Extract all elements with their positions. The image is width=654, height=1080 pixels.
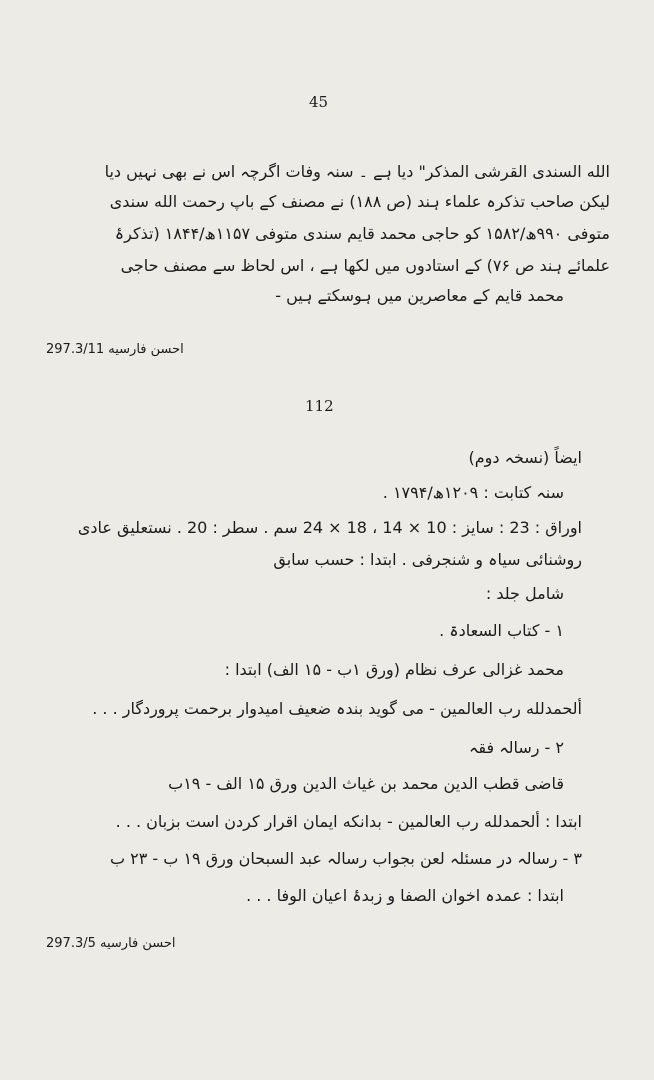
entry-45-line-3: متوفی ۹۹۰ھ/۱۵۸۲ کو حاجی محمد قایم سندی متوفی ۱۱۵۷ھ/۱۸۴۴ (تذکرۂ xyxy=(114,224,610,243)
entry-112-contents-heading: شامل جلد : xyxy=(485,584,564,603)
entry-112-item-3-title: ۳ - رسالہ در مسئلہ لعن بجواب رسالہ عبد السبحان ورق ۱۹ ب - ۲۳ ب xyxy=(110,849,582,868)
entry-112-item-2-title: ۲ - رسالہ فقہ xyxy=(469,738,564,757)
entry-112-date-of-copy: سنہ کتابت : ۱۲۰۹ھ/۱۷۹۴ . xyxy=(382,483,564,502)
entry-112-item-1-title: ۱ - کتاب السعادۃ . xyxy=(439,621,564,640)
page-number-45: 45 xyxy=(309,93,329,111)
entry-112-item-3-incipit: ابتدا : عمدہ اخوان الصفا و زبدۂ اعیان الوفا . . . xyxy=(246,886,564,905)
entry-112-ink-incipit: روشنائی سیاہ و شنجرفی . ابتدا : حسب سابق xyxy=(273,550,582,569)
entry-112-folios-size: اوراق : 23 : سایز : 10 × 14 ، 18 × 24 سم . سطر : 20 . نستعلیق عادی xyxy=(77,518,582,537)
shelfmark-297-3-11: احسن فارسیه 297.3/11 xyxy=(46,342,184,357)
entry-112-item-1-author: محمد غزالی عرف نظام (ورق ۱ب - ۱۵ الف) ابتدا : xyxy=(224,660,564,679)
entry-45-line-2: لیکن صاحب تذکرہ علماء ہند (ص ۱۸۸) نے مصنف کے باپ رحمت الله سندی xyxy=(109,192,610,211)
entry-112-item-2-author: قاضی قطب الدین محمد بن غیاث الدین ورق ۱۵ الف - ۱۹ب xyxy=(168,774,564,793)
entry-45-line-5: محمد قایم کے معاصرین میں ہوسکتے ہیں - xyxy=(275,286,564,305)
entry-112-item-2-incipit: ابتدا : ألحمدلله رب العالمین - بدانکه ایمان اقرار کردن است بزبان . . . xyxy=(115,812,582,831)
entry-112-title: ایضاً (نسخہ دوم) xyxy=(468,448,582,467)
entry-45-line-4: علمائے ہند ص ۷۶) کے استادوں میں لکھا ہے ، اس لحاظ سے مصنف حاجی xyxy=(120,256,610,275)
entry-112-item-1-incipit: ألحمدلله رب العالمین - می گوید بندہ ضعیف امیدوار برحمت پروردگار . . . xyxy=(92,699,582,718)
entry-45-line-1: الله السندی القرشی المذکر" دیا ہے ۔ سنہ وفات اگرچہ اس نے بھی نہیں دیا xyxy=(104,162,610,181)
page-number-112: 112 xyxy=(305,397,334,415)
shelfmark-297-3-5: احسن فارسیه 297.3/5 xyxy=(46,936,176,951)
